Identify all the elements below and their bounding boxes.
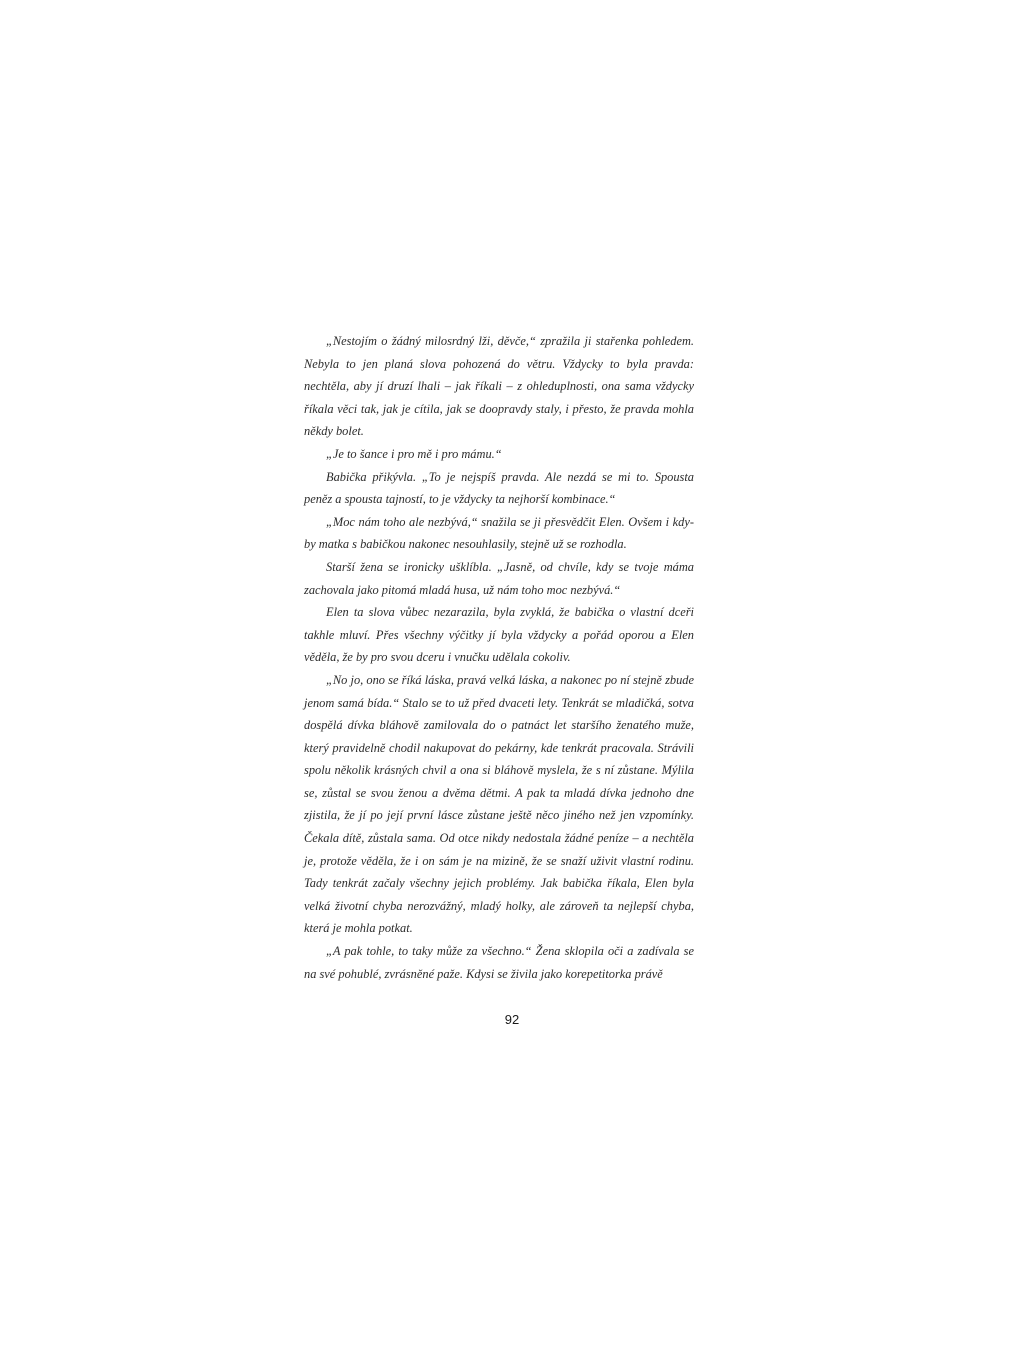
paragraph: Elen ta slova vůbec nezarazila, byla zvyklá, že babička o vlastní dceři takhle mluví. Přes všechny výčitky jí byla vždycky a pořád oporou a Elen věděla, že by pro svou dceru i vnučku udělala cokoliv. (304, 605, 694, 665)
paragraph: „Je to šance i pro mě i pro mámu.“ (326, 446, 502, 461)
paragraph: „No jo, ono se říká láska, pravá velká láska, a nakonec po ní stejně zbude jenom samá bída.“ Stalo se to už před dvaceti lety. Tenkrát se mladičká, sotva dospělá dívka bláhově zamilovala do o patnáct let staršího ženatého muže, který pravidelně chodil nakupovat do pekárny, kde tenkrát pracovala. Strávili spolu několik krásných chvil a ona si bláhově myslela, že s ní zůstane. Mýlila se, zůstal se svou ženou a dvěma dětmi. A pak ta mladá dívka jednoho dne zjistila, že jí po její první lásce zůstane ještě něco jiného než jen vzpomínky. Čekala dítě, zůstala sama. Od otce nikdy nedostala žádné peníze – a nechtěla je, protože věděla, že i on sám je na mizině, že se snaží uživit vlastní rodinu. Tady tenkrát začaly všechny jejich problémy. Jak babička říkala, Elen byla velká životní chyba nerozvážný, mladý holky, ale zároveň ta nejlepší chyba, která je mohla potkat. (304, 672, 694, 936)
body-text (304, 330, 694, 985)
paragraph: Starší žena se ironicky ušklíbla. „Jasně, od chvíle, kdy se tvoje máma zachovala jako pitomá mladá husa, už nám toho moc nezbývá.“ (304, 559, 694, 597)
paragraph: Babička přikývla. „To je nejspíš pravda. Ale nezdá se mi to. Spousta peněz a spousta tajností, to je vždycky ta nejhorší kombinace.“ (304, 469, 694, 507)
paragraph: „Nestojím o žádný milosrdný lži, děvče,“ zpražila ji stařenka pohledem. Nebyla to jen planá slova pohozená do větru. Vždycky to byla pravda: nechtěla, aby jí druzí lhali – jak říkali – z ohleduplnosti, ona sama vždycky říkala věci tak, jak je cítila, jak se doopravdy staly, i přesto, že pravda mohla někdy bolet. (304, 334, 694, 439)
page-number: 92 (504, 1012, 520, 1027)
paragraph: „A pak tohle, to taky může za všechno.“ Žena sklopila oči a zadívala se na své pohublé, zvrásněné paže. Kdysi se živila jako korepetitorka právě (304, 944, 694, 981)
paragraph: „Moc nám toho ale nezbývá,“ snažila se ji přesvědčit Elen. Ovšem i kdyby matka s babičkou nakonec nesouhlasily, stejně už se rozhodla. (304, 514, 694, 552)
